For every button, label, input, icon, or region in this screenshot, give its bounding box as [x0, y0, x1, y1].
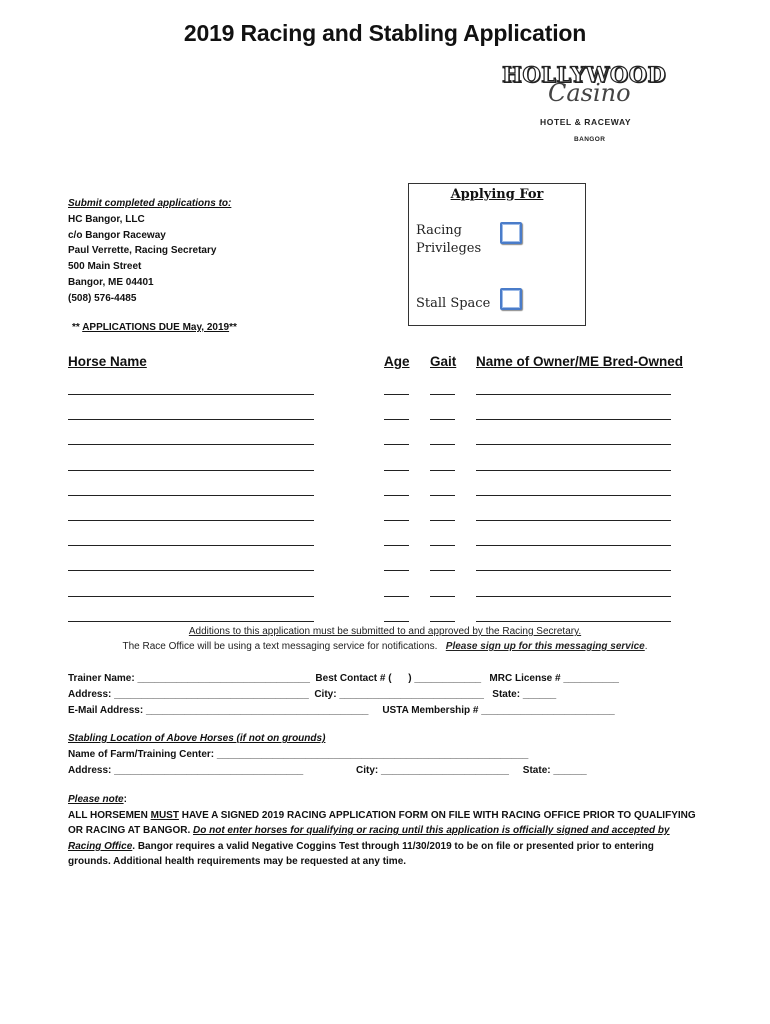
logo-script: Casino — [548, 79, 631, 107]
submit-heading: Submit completed applications to: — [68, 198, 232, 209]
logo-brand: HOLLYWOOD — [502, 62, 667, 87]
age-line[interactable] — [384, 419, 409, 420]
address-line: Bangor, ME 04401 — [68, 276, 154, 288]
age-line[interactable] — [384, 495, 409, 496]
gait-line[interactable] — [430, 545, 455, 546]
applications-due-notice: ** APPLICATIONS DUE May, 2019** — [72, 322, 237, 333]
owner-line[interactable] — [476, 621, 671, 622]
horse-name-line[interactable] — [68, 520, 314, 521]
page-title: 2019 Racing and Stabling Application — [183, 20, 587, 46]
please-note-paragraph: Please note: ALL HORSEMEN MUST HAVE A SIGNED 2019 RACING APPLICATION FORM ON FILE WITH RACING OFFICE PRIOR TO QUALIFYING OR RACING AT BANGOR. Do not enter horses for qualifying or racing until this application is officially signed and accepted by Racing Office. Bangor requires a valid Negative Coggins Test through 11/30/2019 to be on file or presented prior to entering grounds. Additional health requirements may be requested at any time. — [68, 794, 696, 867]
address-line: (508) 576-4485 — [68, 292, 137, 304]
stabling-farm-row[interactable]: Name of Farm/Training Center: ________________________________________________________ — [68, 749, 529, 760]
stabling-address-row[interactable]: Address: __________________________________ City: _______________________ State: ______ — [68, 765, 587, 776]
owner-line[interactable] — [476, 570, 671, 571]
owner-line[interactable] — [476, 419, 671, 420]
messaging-note: The Race Office will be using a text messaging service for notifications. Please sign up for this messaging service. — [122, 641, 648, 652]
horse-name-line[interactable] — [68, 545, 314, 546]
owner-line[interactable] — [476, 470, 671, 471]
owner-line[interactable] — [476, 444, 671, 445]
horse-name-line[interactable] — [68, 495, 314, 496]
stall-space-checkbox[interactable] — [500, 288, 522, 310]
hollywood-casino-logo — [500, 62, 685, 147]
gait-line[interactable] — [430, 621, 455, 622]
age-line[interactable] — [384, 394, 409, 395]
age-line[interactable] — [384, 470, 409, 471]
please-note-heading: Please note — [68, 794, 124, 805]
address-line: 500 Main Street — [68, 261, 142, 273]
racing-privileges-label: Racing Privileges — [416, 223, 482, 256]
age-line[interactable] — [384, 596, 409, 597]
owner-line[interactable] — [476, 545, 671, 546]
applying-for-title: Applying For — [450, 187, 544, 202]
gait-line[interactable] — [430, 394, 455, 395]
horse-name-line[interactable] — [68, 570, 314, 571]
submit-address-block — [68, 196, 231, 307]
logo-subtitle: HOTEL & RACEWAY — [540, 117, 632, 127]
gait-line[interactable] — [430, 444, 455, 445]
owner-line[interactable] — [476, 495, 671, 496]
age-line[interactable] — [384, 520, 409, 521]
age-line[interactable] — [384, 545, 409, 546]
trainer-row-name[interactable]: Trainer Name: _______________________________ Best Contact # ( ) ____________ MRC License # __________ — [68, 673, 619, 684]
additions-note: Additions to this application must be submitted to and approved by the Racing Secretary. — [188, 626, 582, 637]
column-header-owner: Name of Owner/ME Bred-Owned — [476, 354, 684, 369]
address-line: c/o Bangor Raceway — [68, 229, 166, 241]
gait-line[interactable] — [430, 495, 455, 496]
horse-name-line[interactable] — [68, 621, 314, 622]
horse-name-line[interactable] — [68, 470, 314, 471]
owner-line[interactable] — [476, 596, 671, 597]
gait-line[interactable] — [430, 470, 455, 471]
horse-name-line[interactable] — [68, 394, 314, 395]
racing-privileges-checkbox[interactable] — [500, 222, 522, 244]
owner-line[interactable] — [476, 394, 671, 395]
horse-name-line[interactable] — [68, 419, 314, 420]
column-header-gait: Gait — [430, 354, 457, 369]
owner-line[interactable] — [476, 520, 671, 521]
column-header-age: Age — [384, 354, 410, 369]
address-line: HC Bangor, LLC — [68, 213, 145, 225]
age-line[interactable] — [384, 621, 409, 622]
gait-line[interactable] — [430, 520, 455, 521]
stall-space-label: Stall Space — [416, 296, 491, 311]
gait-line[interactable] — [430, 596, 455, 597]
trainer-row-address[interactable]: Address: ___________________________________ City: __________________________ State: ______ — [68, 689, 557, 700]
horse-name-line[interactable] — [68, 444, 314, 445]
column-header-horse-name: Horse Name — [68, 354, 147, 369]
trainer-row-email[interactable]: E-Mail Address: ________________________________________ USTA Membership # ________________________ — [68, 705, 615, 716]
applying-for-box — [408, 183, 586, 326]
address-line: Paul Verrette, Racing Secretary — [68, 245, 217, 257]
age-line[interactable] — [384, 444, 409, 445]
age-line[interactable] — [384, 570, 409, 571]
logo-location: BANGOR — [574, 136, 606, 143]
horse-name-line[interactable] — [68, 596, 314, 597]
stabling-heading: Stabling Location of Above Horses (if not on grounds) — [68, 733, 326, 744]
gait-line[interactable] — [430, 419, 455, 420]
gait-line[interactable] — [430, 570, 455, 571]
